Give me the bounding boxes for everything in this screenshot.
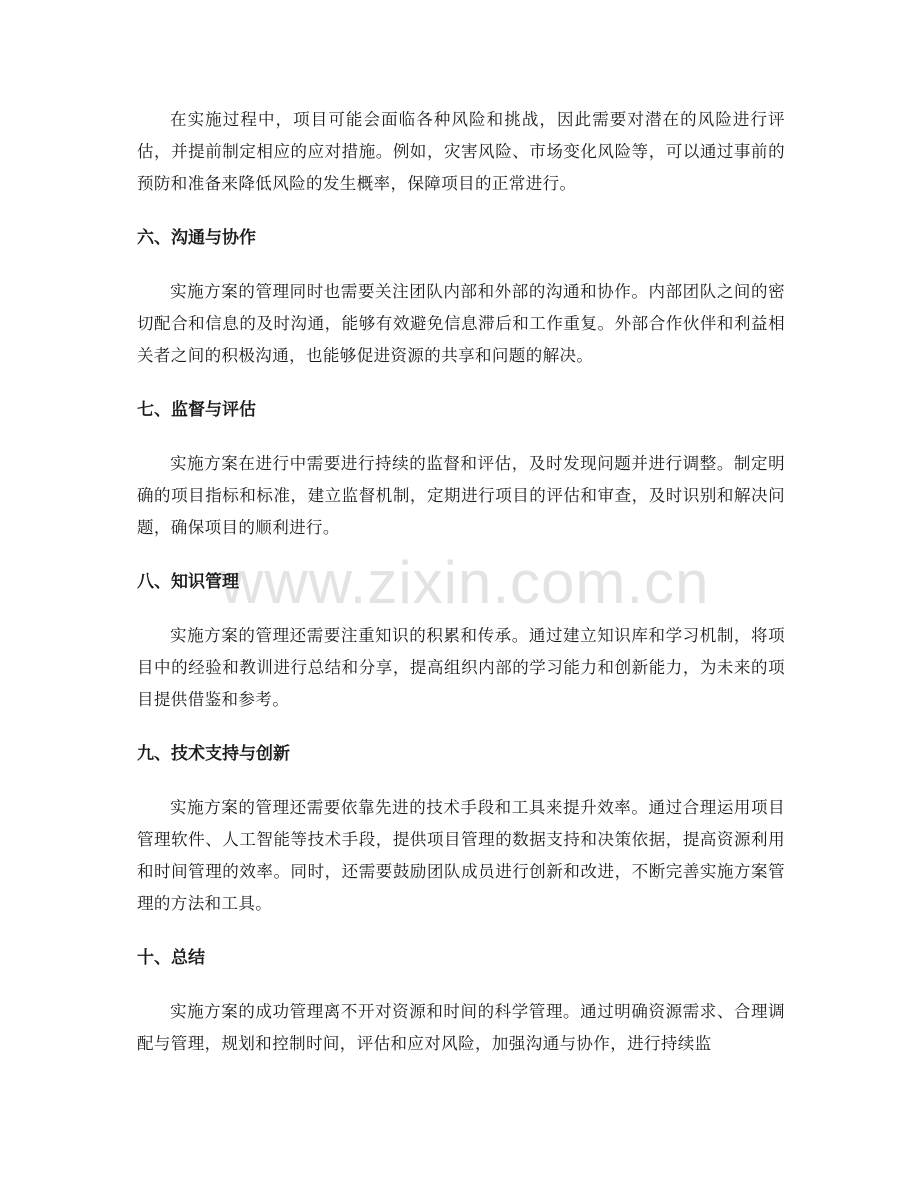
document-body (137, 104, 785, 1060)
paragraph-communication: 实施方案的管理同时也需要关注团队内部和外部的沟通和协作。内部团队之间的密切配合和信息的及时沟通，能够有效避免信息滞后和工作重复。外部合作伙伴和利益相关者之间的积极沟通，也能够促进资源的共享和问题的解决。 (137, 282, 785, 365)
paragraph-risk: 在实施过程中，项目可能会面临各种风险和挑战，因此需要对潜在的风险进行评估，并提前制定相应的应对措施。例如，灾害风险、市场变化风险等，可以通过事前的预防和准备来降低风险的发生概率，保障项目的正常进行。 (137, 110, 785, 193)
paragraph-technology: 实施方案的管理还需要依靠先进的技术手段和工具来提升效率。通过合理运用项目管理软件、人工智能等技术手段，提供项目管理的数据支持和决策依据，提高资源利用和时间管理的效率。同时，还需要鼓励团队成员进行创新和改进，不断完善实施方案管理的方法和工具。 (137, 798, 785, 913)
watermark: www.zixin.com.cn (220, 549, 710, 616)
paragraph-knowledge: 实施方案的管理还需要注重知识的积累和传承。通过建立知识库和学习机制，将项目中的经验和教训进行总结和分享，提高组织内部的学习能力和创新能力，为未来的项目提供借鉴和参考。 (137, 626, 785, 709)
heading-knowledge: 八、知识管理 (137, 572, 239, 592)
heading-supervision: 七、监督与评估 (137, 400, 256, 420)
heading-technology: 九、技术支持与创新 (137, 744, 290, 764)
heading-communication: 六、沟通与协作 (137, 228, 256, 248)
paragraph-summary: 实施方案的成功管理离不开对资源和时间的科学管理。通过明确资源需求、合理调配与管理，规划和控制时间，评估和应对风险，加强沟通与协作，进行持续监 (137, 1002, 785, 1053)
heading-summary: 十、总结 (137, 948, 205, 968)
paragraph-supervision: 实施方案在进行中需要进行持续的监督和评估，及时发现问题并进行调整。制定明确的项目指标和标准，建立监督机制，定期进行项目的评估和审查，及时识别和解决问题，确保项目的顺利进行。 (137, 454, 785, 537)
